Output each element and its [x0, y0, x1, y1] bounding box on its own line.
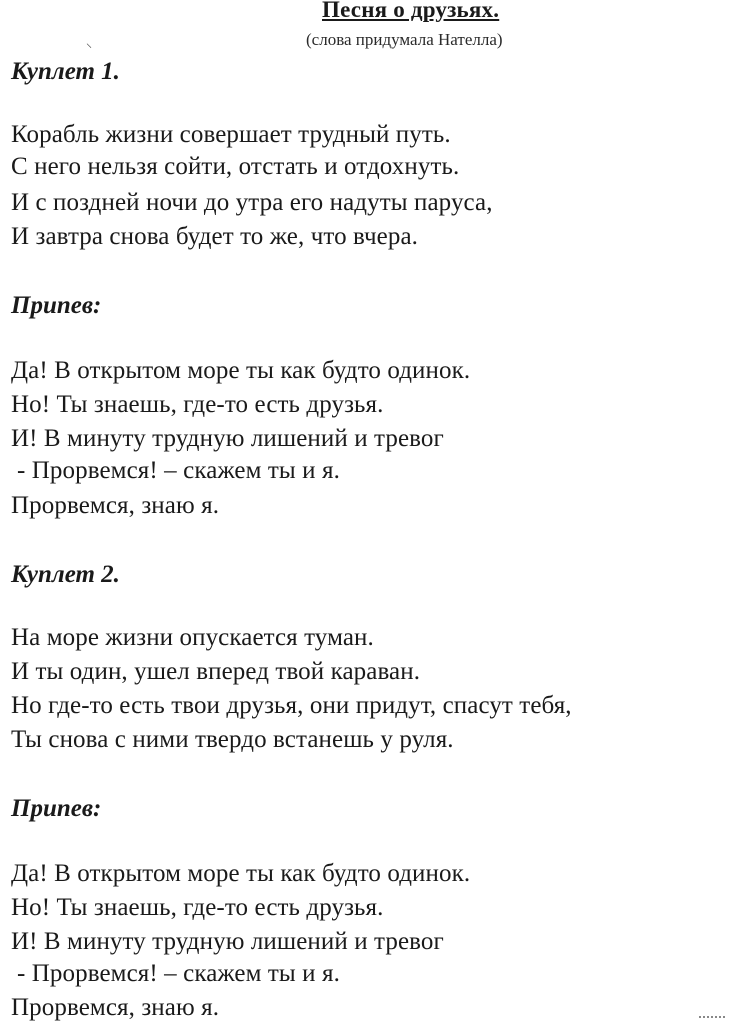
song-subtitle: (слова придумала Нателла) — [306, 30, 503, 49]
verse-1-line-4: И завтра снова будет то же, что вчера. — [11, 223, 418, 250]
chorus-1-line-3: И! В минуту трудную лишений и тревог — [11, 425, 444, 452]
verse-2-line-3: Но где-то есть твои друзья, они придут, спасут тебя, — [11, 692, 572, 719]
verse-1-line-1: Корабль жизни совершает трудный путь. — [11, 121, 451, 148]
scan-speck-icon: ⸜ — [86, 36, 93, 50]
scan-artifact — [699, 1016, 725, 1022]
verse-2-heading: Куплет 2. — [11, 561, 120, 588]
song-title: Песня о друзьях. — [322, 0, 500, 22]
verse-1-heading: Куплет 1. — [11, 58, 120, 85]
chorus-2-line-1: Да! В открытом море ты как будто одинок. — [11, 860, 471, 887]
verse-1-line-3: И с поздней ночи до утра его надуты паруса, — [11, 189, 493, 216]
chorus-2-heading: Припев: — [11, 795, 102, 822]
verse-2-line-1: На море жизни опускается туман. — [11, 624, 374, 651]
chorus-1-line-5: Прорвемся, знаю я. — [11, 492, 220, 519]
chorus-2-line-5: Прорвемся, знаю я. — [11, 994, 220, 1021]
chorus-1-line-4: - Прорвемся! – скажем ты и я. — [17, 457, 340, 484]
chorus-1-heading: Припев: — [11, 292, 102, 319]
chorus-2-line-4: - Прорвемся! – скажем ты и я. — [17, 960, 340, 987]
chorus-1-line-1: Да! В открытом море ты как будто одинок. — [11, 357, 471, 384]
chorus-2-line-2: Но! Ты знаешь, где-то есть друзья. — [11, 894, 384, 921]
verse-1-line-2: С него нельзя сойти, отстать и отдохнуть. — [11, 153, 460, 180]
verse-2-line-2: И ты один, ушел вперед твой караван. — [11, 658, 421, 685]
chorus-2-line-3: И! В минуту трудную лишений и тревог — [11, 928, 444, 955]
verse-2-line-4: Ты снова с ними твердо встанешь у руля. — [11, 726, 454, 753]
chorus-1-line-2: Но! Ты знаешь, где-то есть друзья. — [11, 391, 384, 418]
